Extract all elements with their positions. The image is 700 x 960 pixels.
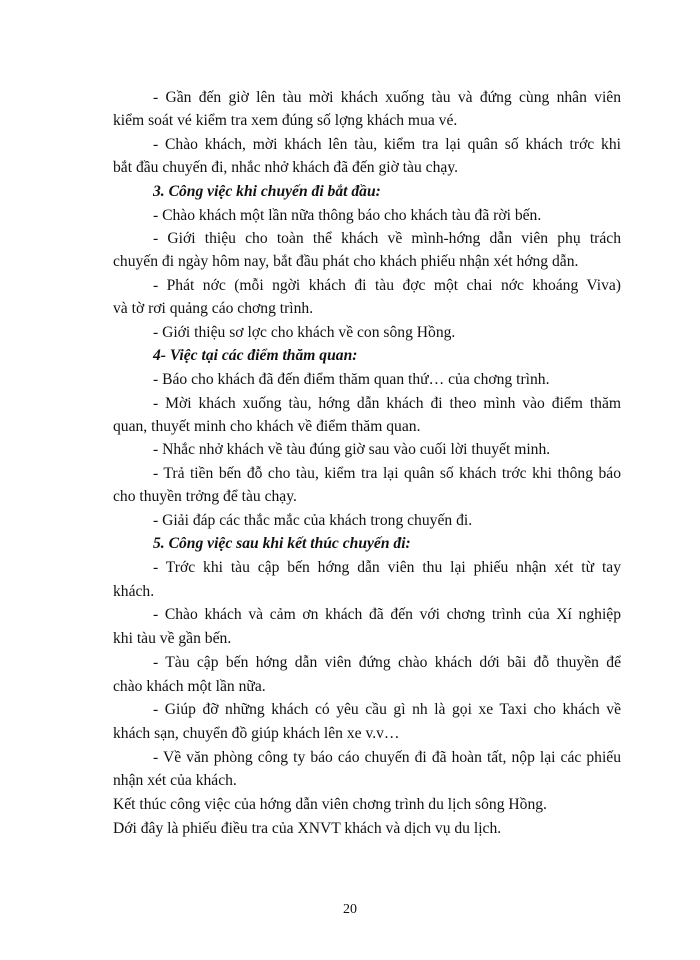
section-heading: 4- Việc tại các điểm thăm quan:	[153, 347, 358, 364]
text-line: cho thuyền trởng để tàu chạy.	[113, 488, 297, 505]
section-heading: 5. Công việc sau khi kết thúc chuyến đi:	[153, 535, 411, 552]
section-heading: 3. Công việc khi chuyến đi bắt đầu:	[153, 183, 381, 200]
text-line: - Mời khách xuống tàu, hớng dẫn khách đi theo mình vào điểm thăm	[153, 395, 621, 412]
page-number: 20	[343, 902, 357, 917]
text-line: khi tàu về gần bến.	[113, 630, 232, 647]
text-line: - Báo cho khách đã đến điểm thăm quan thứ… của chơng trình.	[153, 371, 550, 388]
text-line: - Trớc khi tàu cập bến hớng dẫn viên thu lại phiếu nhận xét từ tay	[153, 559, 621, 576]
text-line: - Giới thiệu sơ lợc cho khách về con sông Hồng.	[153, 324, 456, 341]
text-line: - Giải đáp các thắc mắc của khách trong chuyến đi.	[153, 512, 473, 529]
text-line: chuyến đi ngày hôm nay, bắt đầu phát cho khách phiếu nhận xét hớng dẫn.	[113, 253, 579, 270]
text-line: và tờ rơi quảng cáo chơng trình.	[113, 300, 314, 317]
text-line: - Giới thiệu cho toàn thể khách về mình-hớng dẫn viên phụ trách	[153, 230, 621, 247]
text-line: chào khách một lần nữa.	[113, 678, 266, 695]
text-line: - Tàu cập bến hớng dẫn viên đứng chào khách dới bãi đỗ thuyền để	[153, 654, 621, 671]
text-line: - Về văn phòng công ty báo cáo chuyến đi đã hoàn tất, nộp lại các phiếu	[153, 749, 621, 766]
text-line: - Chào khách một lần nữa thông báo cho khách tàu đã rời bến.	[153, 207, 542, 224]
text-line: - Chào khách, mời khách lên tàu, kiểm tra lại quân số khách trớc khi	[153, 136, 621, 153]
text-line: quan, thuyết minh cho khách về điểm thăm quan.	[113, 418, 421, 435]
text-line: kiểm soát vé kiểm tra xem đúng số lợng khách mua vé.	[113, 112, 458, 129]
text-line: - Gần đến giờ lên tàu mời khách xuống tàu và đứng cùng nhân viên	[153, 89, 621, 106]
text-line: Dới đây là phiếu điều tra của XNVT khách và dịch vụ du lịch.	[113, 820, 502, 837]
text-line: Kết thúc công việc của hớng dẫn viên chơng trình du lịch sông Hồng.	[113, 796, 547, 813]
text-line: - Nhắc nhở khách về tàu đúng giờ sau vào cuối lời thuyết minh.	[153, 441, 551, 458]
text-line: - Giúp đỡ những khách có yêu cầu gì nh là gọi xe Taxi cho khách về	[153, 701, 621, 718]
text-line: - Phát nớc (mỗi ngời khách đi tàu đợc một chai nớc khoáng Viva)	[153, 277, 621, 294]
text-line: - Trả tiền bến đỗ cho tàu, kiểm tra lại quân số khách trớc khi thông báo	[153, 465, 621, 482]
text-line: - Chào khách và cảm ơn khách đã đến với chơng trình của Xí nghiệp	[153, 606, 621, 623]
text-line: khách.	[113, 583, 155, 600]
text-line: nhận xét của khách.	[113, 772, 237, 789]
text-line: khách sạn, chuyển đồ giúp khách lên xe v.v…	[113, 725, 400, 742]
text-line: bắt đầu chuyến đi, nhắc nhở khách đã đến giờ tàu chạy.	[113, 159, 458, 176]
